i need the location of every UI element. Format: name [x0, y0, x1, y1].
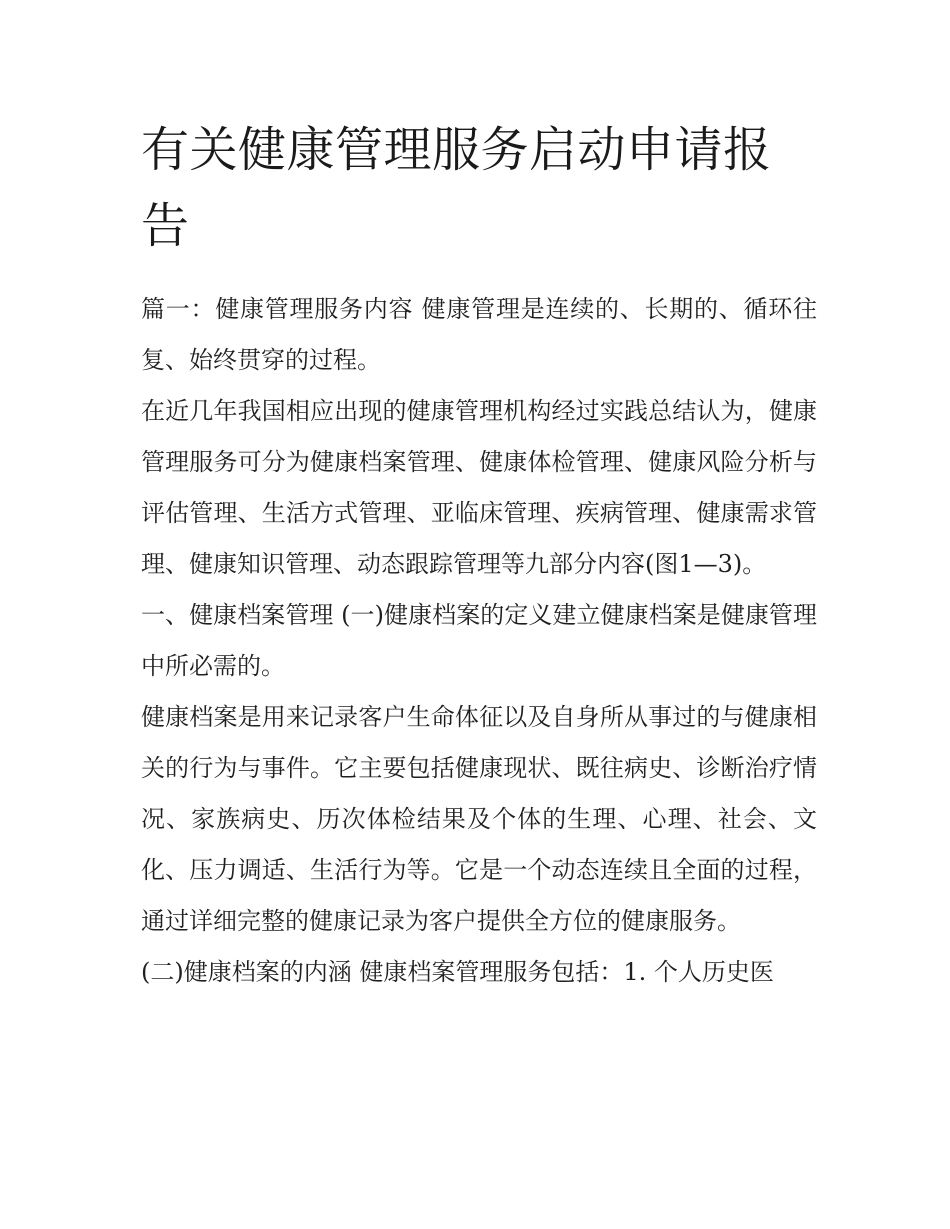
paragraph-2: 在近几年我国相应出现的健康管理机构经过实践总结认为，健康管理服务可分为健康档案管理、健康体检管理、健康风险分析与评估管理、生活方式管理、亚临床管理、疾病管理、健康需求管理、健康知识管理、动态跟踪管理等九部分内容(图1—3)。	[141, 397, 817, 578]
paragraph-5: (二)健康档案的内涵 健康档案管理服务包括：1. 个人历史医	[141, 958, 774, 986]
paragraph-3: 一、健康档案管理 (一)健康档案的定义建立健康档案是健康管理中所必需的。	[141, 601, 817, 680]
document-body	[141, 284, 817, 998]
paragraph-4: 健康档案是用来记录客户生命体征以及自身所从事过的与健康相关的行为与事件。它主要包括健康现状、既往病史、诊断治疗情况、家族病史、历次体检结果及个体的生理、心理、社会、文化、压力调适、生活行为等。它是一个动态连续且全面的过程，通过详细完整的健康记录为客户提供全方位的健康服务。	[141, 703, 817, 935]
document-page	[141, 112, 817, 998]
document-title: 有关健康管理服务启动申请报告	[141, 122, 772, 254]
paragraph-1: 篇一：健康管理服务内容 健康管理是连续的、长期的、循环往复、始终贯穿的过程。	[141, 295, 817, 374]
